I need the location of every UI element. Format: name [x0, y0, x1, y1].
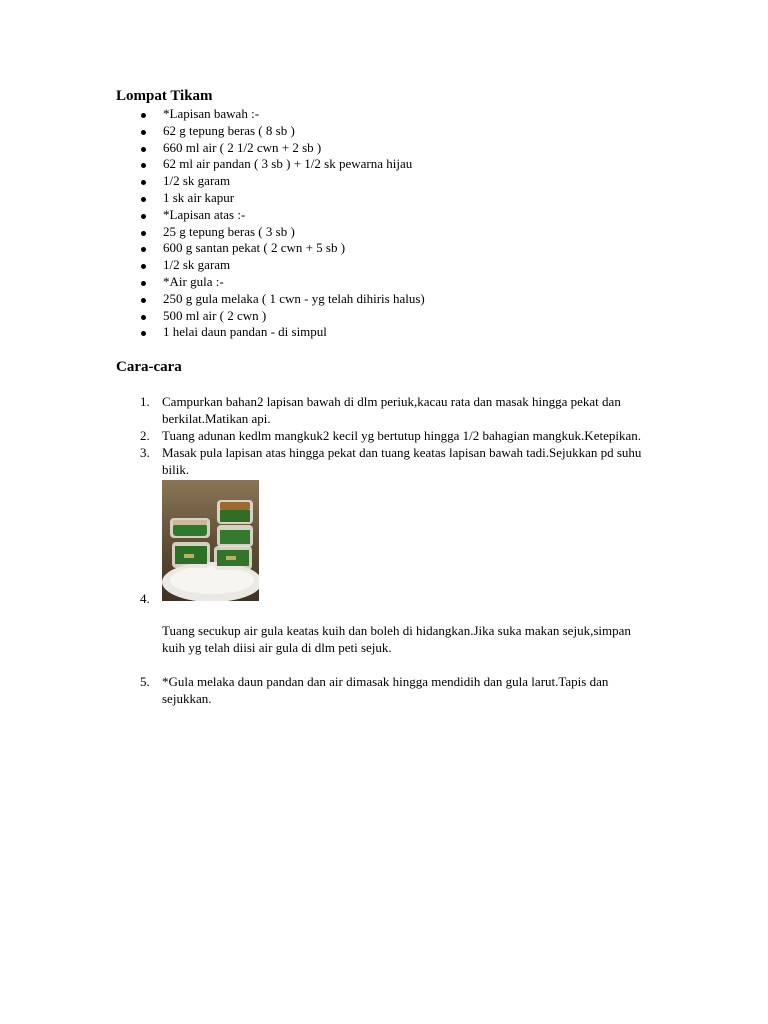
step-text: Masak pula lapisan atas hingga pekat dan tuang keatas lapisan bawah tadi.Sejukkan pd suhu bilik.	[162, 445, 642, 477]
step-text: Tuang adunan kedlm mangkuk2 kecil yg bertutup hingga 1/2 bahagian mangkuk.Ketepikan.	[162, 428, 641, 443]
kuih-photo-illustration	[162, 480, 259, 601]
list-item: 1 helai daun pandan - di simpul	[138, 324, 425, 341]
step-number: 4.	[140, 591, 150, 606]
list-item	[134, 444, 654, 478]
method-heading: Cara-cara	[116, 359, 182, 375]
list-item: *Air gula :-	[138, 274, 425, 291]
list-item: 62 g tepung beras ( 8 sb )	[138, 123, 425, 140]
step-number: 5.	[140, 674, 150, 689]
list-item: *Lapisan atas :-	[138, 207, 425, 224]
list-item: 25 g tepung beras ( 3 sb )	[138, 224, 425, 241]
list-item	[134, 427, 654, 444]
list-item: 660 ml air ( 2 1/2 cwn + 2 sb )	[138, 140, 425, 157]
list-item: 250 g gula melaka ( 1 cwn - yg telah dihiris halus)	[138, 291, 425, 308]
list-item	[134, 393, 654, 427]
list-item: 1 sk air kapur	[138, 190, 425, 207]
recipe-title: Lompat Tikam	[116, 88, 213, 104]
list-item	[134, 673, 654, 707]
step-text: *Gula melaka daun pandan dan air dimasak hingga mendidih dan gula larut.Tapis dan sejukkan.	[162, 674, 609, 706]
step-number: 1.	[140, 394, 150, 409]
step-text: Tuang secukup air gula keatas kuih dan boleh di hidangkan.Jika suka makan sejuk,simpan kuih yg telah diisi air gula di dlm peti sejuk.	[162, 623, 631, 655]
step-number: 3.	[140, 445, 150, 460]
list-item: *Lapisan bawah :-	[138, 106, 425, 123]
step-number: 2.	[140, 428, 150, 443]
method-steps	[134, 393, 654, 707]
step-text: Campurkan bahan2 lapisan bawah di dlm periuk,kacau rata dan masak hingga pekat dan berkilat.Matikan api.	[162, 394, 621, 426]
list-item: 62 ml air pandan ( 3 sb ) + 1/2 sk pewarna hijau	[138, 156, 425, 173]
kuih-photo	[162, 480, 259, 601]
list-item: 600 g santan pekat ( 2 cwn + 5 sb )	[138, 240, 425, 257]
list-item: 500 ml air ( 2 cwn )	[138, 308, 425, 325]
list-item: 1/2 sk garam	[138, 173, 425, 190]
ingredient-list	[138, 106, 425, 341]
list-item: 1/2 sk garam	[138, 257, 425, 274]
list-item	[134, 480, 654, 656]
